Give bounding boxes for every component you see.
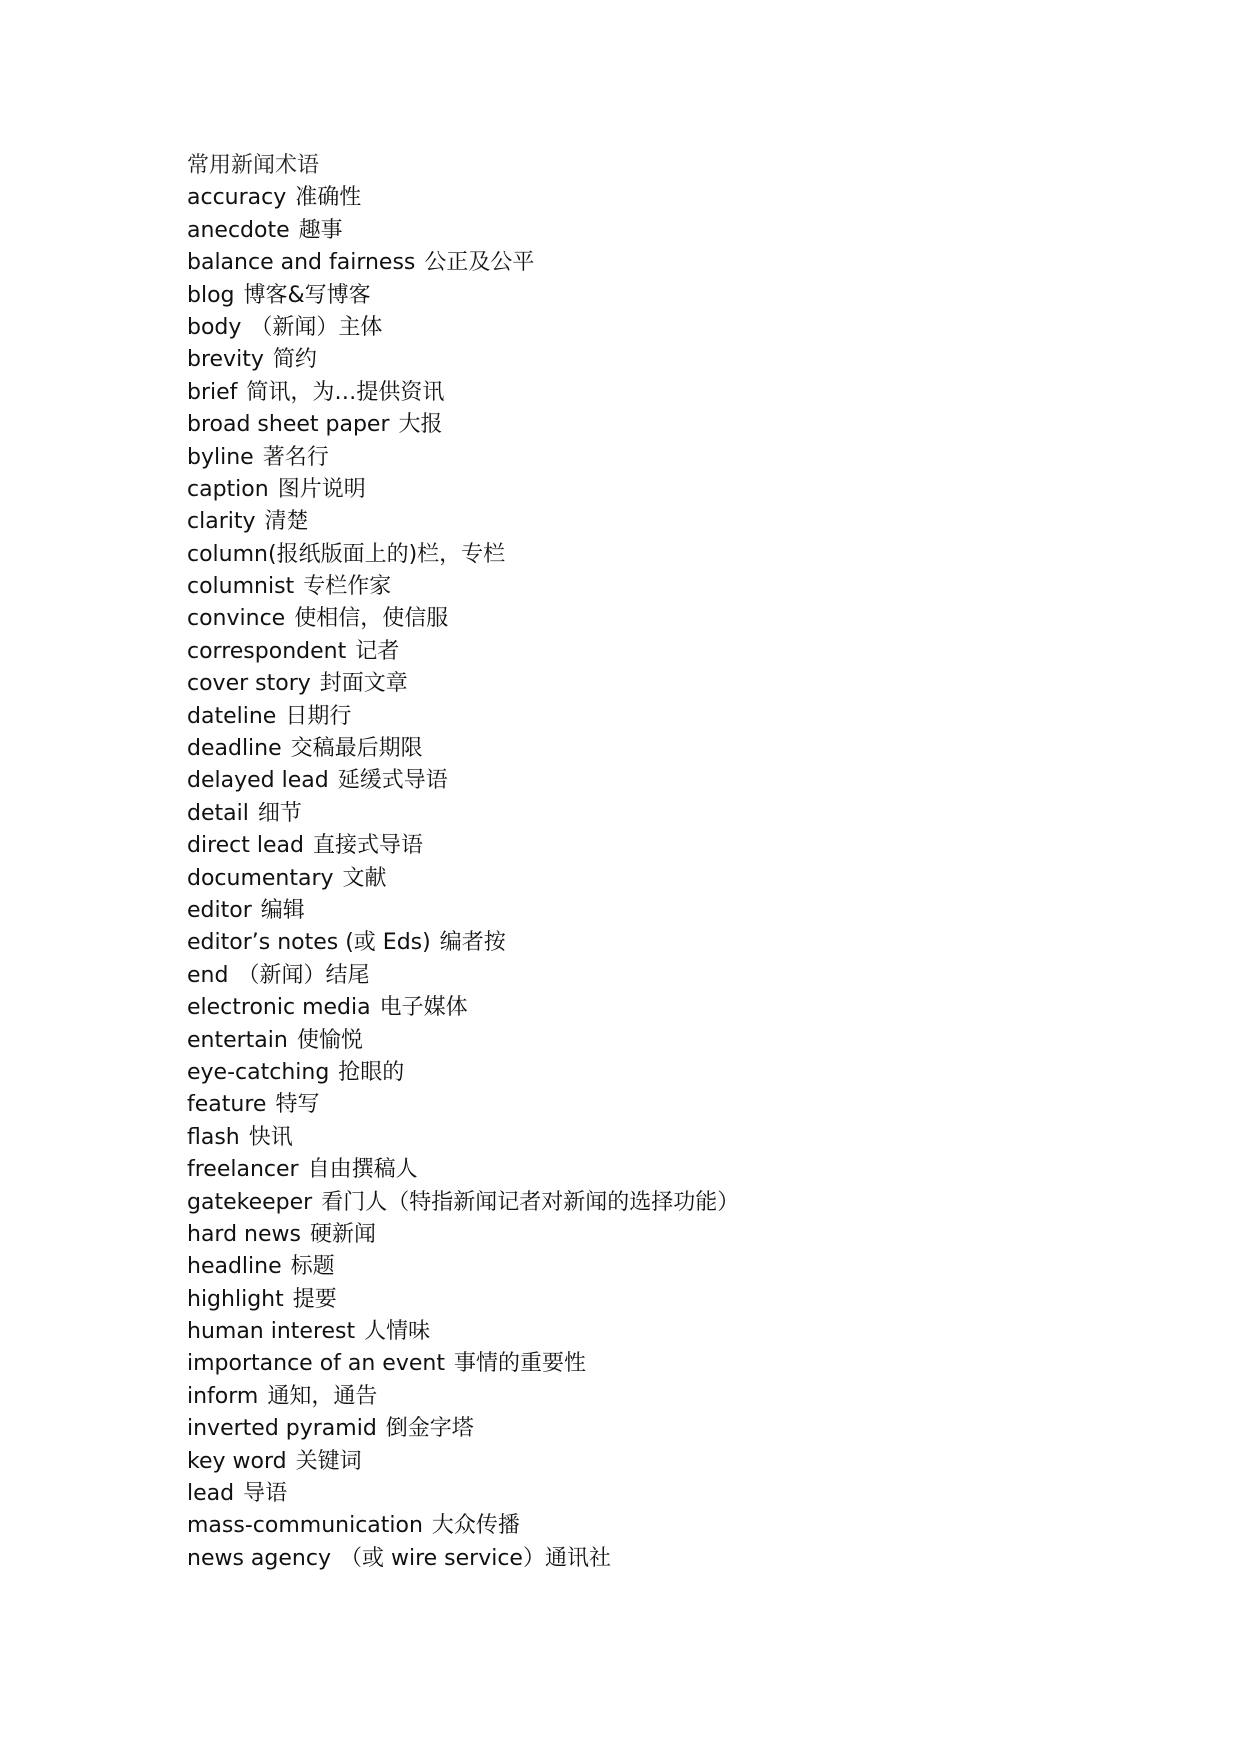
entry-definition: 日期行 xyxy=(285,703,352,729)
glossary-entry xyxy=(187,960,1167,992)
entry-term: columnist xyxy=(187,574,295,600)
entry-term: news agency xyxy=(187,1545,331,1571)
entry-definition: 特写 xyxy=(275,1092,320,1118)
entry-term: deadline xyxy=(187,736,282,762)
entry-definition: 大报 xyxy=(398,412,443,438)
glossary-entry xyxy=(187,215,1167,247)
entry-term: accuracy xyxy=(187,185,287,211)
entry-term: blog xyxy=(187,282,235,308)
entry-term: delayed lead xyxy=(187,768,329,794)
glossary-entry xyxy=(187,506,1167,538)
glossary-entry xyxy=(187,1478,1167,1510)
entry-definition: 公正及公平 xyxy=(424,250,535,276)
glossary-entry xyxy=(187,603,1167,635)
entry-definition: 直接式导语 xyxy=(312,833,423,859)
entry-term: broad sheet paper xyxy=(187,412,390,438)
document-title: 常用新闻术语 xyxy=(187,153,320,178)
glossary-entry xyxy=(187,571,1167,603)
glossary-entry xyxy=(187,798,1167,830)
glossary-entry xyxy=(187,247,1167,279)
entry-definition: 准确性 xyxy=(295,185,362,211)
entry-definition: 图片说明 xyxy=(277,476,366,502)
entry-term: cover story xyxy=(187,671,311,697)
entry-term: column(报纸版面上的)栏，专栏 xyxy=(187,541,506,567)
glossary-entry xyxy=(187,895,1167,927)
entry-term: clarity xyxy=(187,509,256,535)
entry-term: balance and fairness xyxy=(187,250,416,276)
entry-term: editor xyxy=(187,897,252,923)
entry-term: correspondent xyxy=(187,638,347,664)
glossary-entry xyxy=(187,312,1167,344)
entry-definition: 人情味 xyxy=(364,1319,431,1345)
glossary-entry xyxy=(187,1413,1167,1445)
entry-definition: 使愉悦 xyxy=(296,1027,363,1053)
glossary-entry xyxy=(187,539,1167,571)
glossary-entry xyxy=(187,280,1167,312)
glossary-entry xyxy=(187,701,1167,733)
glossary-entry xyxy=(187,1510,1167,1542)
entry-definition: 封面文章 xyxy=(319,671,408,697)
entry-term: brief xyxy=(187,379,238,405)
glossary-entry xyxy=(187,927,1167,959)
entry-definition: 提要 xyxy=(292,1286,337,1312)
glossary-entry xyxy=(187,1316,1167,1348)
entry-definition: 抢眼的 xyxy=(338,1059,405,1085)
entry-term: human interest xyxy=(187,1319,356,1345)
entry-definition: 细节 xyxy=(257,800,302,826)
entry-term: highlight xyxy=(187,1286,284,1312)
glossary-entry xyxy=(187,1446,1167,1478)
entry-term: convince xyxy=(187,606,286,632)
glossary-entry xyxy=(187,1057,1167,1089)
entry-definition: 大众传播 xyxy=(431,1513,520,1539)
entry-term: eye-catching xyxy=(187,1059,330,1085)
glossary-entry xyxy=(187,1284,1167,1316)
glossary-entry xyxy=(187,474,1167,506)
entry-term: caption xyxy=(187,476,269,502)
entry-definition: 通知，通告 xyxy=(267,1383,378,1409)
glossary-list xyxy=(187,150,1167,1575)
entry-definition: 看门人（特指新闻记者对新闻的选择功能） xyxy=(321,1189,740,1215)
glossary-entry xyxy=(187,1219,1167,1251)
entry-definition: （或 wire service）通讯社 xyxy=(339,1545,611,1571)
entry-term: byline xyxy=(187,444,254,470)
glossary-entry xyxy=(187,765,1167,797)
entry-definition: 标题 xyxy=(290,1254,335,1280)
entry-definition: 延缓式导语 xyxy=(337,768,448,794)
entry-definition: 记者 xyxy=(355,638,400,664)
entry-definition: 电子媒体 xyxy=(379,995,468,1021)
entry-term: detail xyxy=(187,800,249,826)
entry-term: flash xyxy=(187,1124,240,1150)
glossary-entry xyxy=(187,863,1167,895)
entry-definition: 导语 xyxy=(243,1481,288,1507)
entry-definition: 简约 xyxy=(272,347,317,373)
glossary-entry xyxy=(187,344,1167,376)
entry-term: mass-communication xyxy=(187,1513,423,1539)
entry-definition: 专栏作家 xyxy=(303,574,392,600)
glossary-entry xyxy=(187,1187,1167,1219)
entry-term: gatekeeper xyxy=(187,1189,313,1215)
entry-definition: 使相信，使信服 xyxy=(294,606,449,632)
glossary-entry xyxy=(187,1122,1167,1154)
glossary-entry xyxy=(187,830,1167,862)
glossary-entry xyxy=(187,1025,1167,1057)
glossary-entry xyxy=(187,182,1167,214)
entry-definition: 趣事 xyxy=(298,217,343,243)
entry-definition: 文献 xyxy=(342,865,387,891)
entry-definition: 编辑 xyxy=(260,897,305,923)
entry-definition: 清楚 xyxy=(264,509,309,535)
entry-definition: 硬新闻 xyxy=(309,1221,376,1247)
entry-term: brevity xyxy=(187,347,264,373)
glossary-entry xyxy=(187,668,1167,700)
entry-definition: （新闻）主体 xyxy=(250,314,383,340)
entry-term: documentary xyxy=(187,865,334,891)
glossary-entry xyxy=(187,1251,1167,1283)
entry-term: end xyxy=(187,962,229,988)
entry-term: importance of an event xyxy=(187,1351,445,1377)
entry-term: entertain xyxy=(187,1027,288,1053)
glossary-entry xyxy=(187,992,1167,1024)
entry-definition: 快讯 xyxy=(248,1124,293,1150)
entry-definition: 编者按 xyxy=(439,930,506,956)
entry-definition: 倒金字塔 xyxy=(385,1416,474,1442)
entry-definition: 自由撰稿人 xyxy=(307,1157,418,1183)
glossary-entry xyxy=(187,733,1167,765)
entry-term: body xyxy=(187,314,242,340)
glossary-entry xyxy=(187,1089,1167,1121)
glossary-entry xyxy=(187,377,1167,409)
glossary-entry xyxy=(187,636,1167,668)
entry-term: headline xyxy=(187,1254,282,1280)
entry-term: inverted pyramid xyxy=(187,1416,377,1442)
entry-definition: 事情的重要性 xyxy=(453,1351,586,1377)
entry-definition: 交稿最后期限 xyxy=(290,736,423,762)
entry-term: hard news xyxy=(187,1221,301,1247)
entry-term: direct lead xyxy=(187,833,304,859)
entry-term: anecdote xyxy=(187,217,290,243)
entry-term: feature xyxy=(187,1092,267,1118)
entry-term: freelancer xyxy=(187,1157,299,1183)
glossary-entry xyxy=(187,1154,1167,1186)
entry-term: inform xyxy=(187,1383,259,1409)
entry-term: key word xyxy=(187,1448,287,1474)
entry-definition: 简讯，为…提供资讯 xyxy=(246,379,445,405)
glossary-entry xyxy=(187,409,1167,441)
entry-term: dateline xyxy=(187,703,277,729)
entry-definition: 博客&写博客 xyxy=(243,282,371,308)
entry-definition: （新闻）结尾 xyxy=(237,962,370,988)
entry-term: lead xyxy=(187,1481,235,1507)
entry-term: editor’s notes (或 Eds) xyxy=(187,930,431,956)
glossary-entry xyxy=(187,442,1167,474)
glossary-entry xyxy=(187,1543,1167,1575)
entry-term: electronic media xyxy=(187,995,371,1021)
entry-definition: 关键词 xyxy=(295,1448,362,1474)
entry-definition: 著名行 xyxy=(262,444,329,470)
glossary-entry xyxy=(187,1348,1167,1380)
glossary-entry xyxy=(187,1381,1167,1413)
